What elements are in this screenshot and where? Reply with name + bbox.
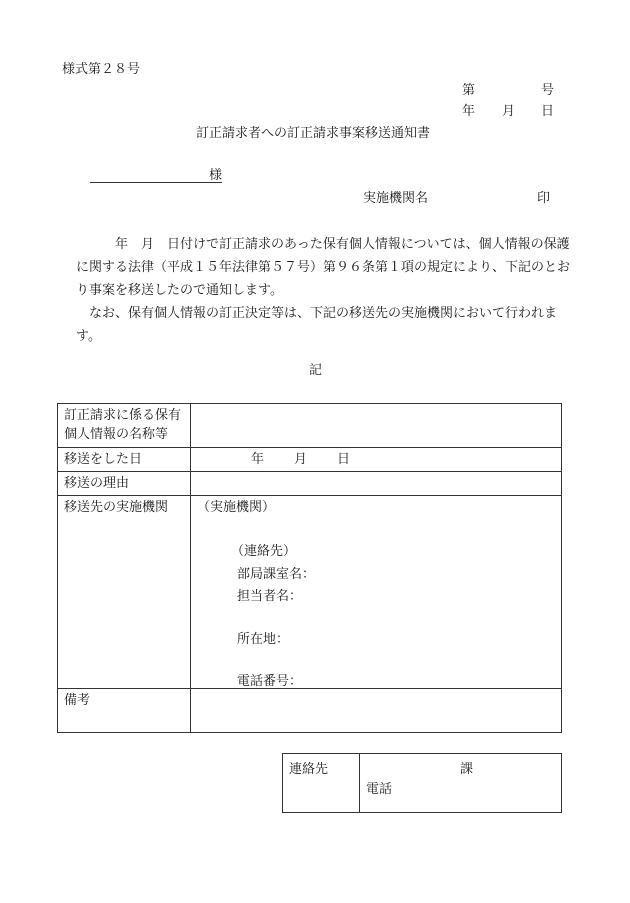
destination-agency-label: （実施機関） bbox=[197, 500, 276, 515]
row-label-destination-agency: 移送先の実施機関 bbox=[58, 496, 191, 689]
contact-phone-label: 電話 bbox=[366, 782, 393, 797]
row-value-transfer-date bbox=[191, 448, 562, 472]
row-value-transfer-reason bbox=[191, 472, 562, 496]
table-row bbox=[58, 404, 562, 448]
transfer-year: 年 bbox=[251, 452, 265, 467]
destination-contact-label: （連絡先） bbox=[231, 544, 297, 559]
table-row bbox=[58, 472, 562, 496]
issuer-label: 実施機関名 bbox=[363, 191, 429, 206]
row-label-transfer-date: 移送をした日 bbox=[58, 448, 191, 472]
seal-mark: 印 bbox=[537, 191, 551, 206]
row-value-destination-agency bbox=[191, 496, 562, 689]
date-month: 月 bbox=[502, 104, 516, 119]
addressee-line bbox=[90, 182, 222, 183]
table-row bbox=[283, 754, 562, 813]
contact-details bbox=[360, 754, 562, 813]
form-number: 様式第２８号 bbox=[62, 62, 141, 77]
document-number-prefix: 第 bbox=[462, 83, 476, 98]
body-paragraph-1: 年 月 日付けで訂正請求のあった保有個人情報については、個人情報の保護に関する法律（平成１５年法律第５７号）第９６条第１項の規定により、下記のとおり事案を移送したので通知します。 bbox=[76, 237, 571, 298]
transfer-day: 日 bbox=[337, 452, 351, 467]
transfer-details-table bbox=[57, 403, 562, 733]
destination-department-label: 部局課室名： bbox=[237, 567, 316, 582]
document-title: 訂正請求者への訂正請求事案移送通知書 bbox=[196, 126, 431, 141]
destination-phone-label: 電話番号： bbox=[237, 674, 303, 689]
document-number-suffix: 号 bbox=[541, 83, 555, 98]
table-row bbox=[58, 496, 562, 689]
row-value-remarks bbox=[191, 689, 562, 733]
ki-heading: 記 bbox=[309, 363, 323, 378]
transfer-month: 月 bbox=[294, 452, 308, 467]
contact-section-label: 課 bbox=[460, 762, 474, 777]
row-value-information-name bbox=[191, 404, 562, 448]
date-day: 日 bbox=[541, 104, 555, 119]
body-text bbox=[76, 233, 576, 348]
contact-label: 連絡先 bbox=[283, 754, 360, 813]
date-year: 年 bbox=[462, 104, 476, 119]
row-label-information-name: 訂正請求に係る保有個人情報の名称等 bbox=[58, 404, 191, 448]
body-paragraph-2: なお、保有個人情報の訂正決定等は、下記の移送先の実施機関において行われます。 bbox=[76, 306, 558, 344]
row-label-transfer-reason: 移送の理由 bbox=[58, 472, 191, 496]
table-row bbox=[58, 689, 562, 733]
row-label-remarks: 備考 bbox=[58, 689, 191, 733]
addressee-honorific: 様 bbox=[209, 168, 223, 183]
contact-box bbox=[282, 753, 562, 813]
table-row bbox=[58, 448, 562, 472]
destination-person-label: 担当者名： bbox=[237, 589, 303, 604]
destination-address-label: 所在地： bbox=[237, 632, 290, 647]
